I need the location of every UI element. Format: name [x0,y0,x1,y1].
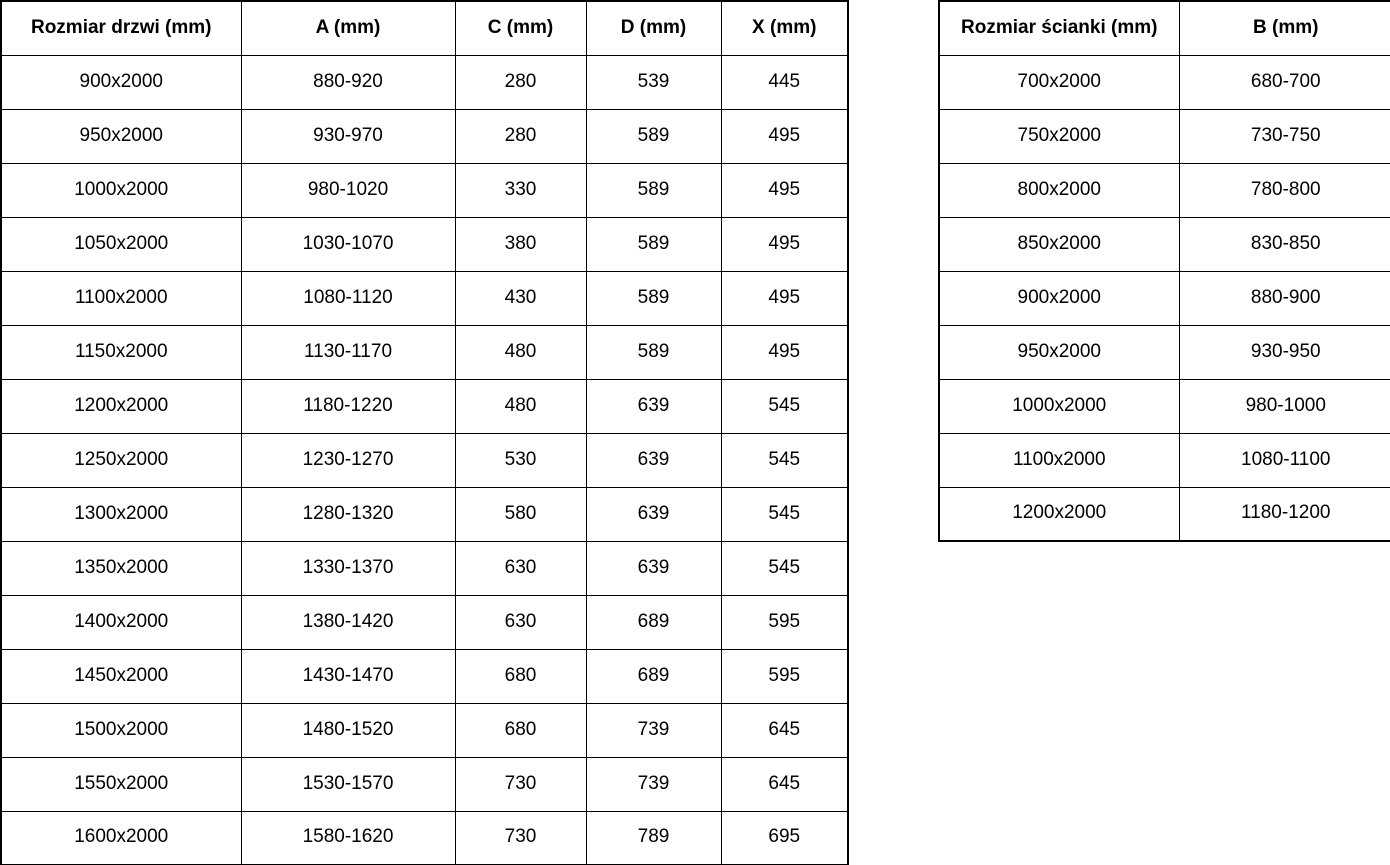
table-row [1,217,848,271]
table-cell: 380 [455,217,586,271]
table-cell: 1130-1170 [241,325,455,379]
table-cell: 589 [586,271,721,325]
table-cell: 589 [586,217,721,271]
table-row [1,109,848,163]
table-cell: 595 [721,595,848,649]
table-cell: 495 [721,109,848,163]
table-row [1,379,848,433]
table-cell: 280 [455,55,586,109]
table-cell: 739 [586,703,721,757]
table-row [1,271,848,325]
table-cell: 639 [586,379,721,433]
table-row [939,217,1390,271]
table-cell: 700x2000 [939,55,1179,109]
table-cell: 1080-1120 [241,271,455,325]
header-row [1,1,848,55]
table-cell: 1180-1200 [1179,487,1390,541]
table-cell: 1580-1620 [241,811,455,865]
table-cell: 1280-1320 [241,487,455,541]
table-cell: 1350x2000 [1,541,241,595]
table-cell: 539 [586,55,721,109]
table-row [939,433,1390,487]
table-cell: 639 [586,487,721,541]
table-row [939,487,1390,541]
table-cell: 1600x2000 [1,811,241,865]
table-cell: 930-950 [1179,325,1390,379]
table-cell: 639 [586,433,721,487]
table-cell: 695 [721,811,848,865]
table-cell: 780-800 [1179,163,1390,217]
column-header: Rozmiar ścianki (mm) [939,1,1179,55]
table-cell: 280 [455,109,586,163]
table-row [939,163,1390,217]
table-cell: 1230-1270 [241,433,455,487]
table-cell: 1080-1100 [1179,433,1390,487]
table-cell: 789 [586,811,721,865]
table-row [1,163,848,217]
table-cell: 850x2000 [939,217,1179,271]
table-row [1,649,848,703]
table-cell: 1330-1370 [241,541,455,595]
table-cell: 830-850 [1179,217,1390,271]
table-cell: 495 [721,325,848,379]
table-cell: 1250x2000 [1,433,241,487]
table-cell: 689 [586,649,721,703]
table-cell: 445 [721,55,848,109]
table-cell: 900x2000 [1,55,241,109]
table-cell: 1150x2000 [1,325,241,379]
table-cell: 900x2000 [939,271,1179,325]
table-cell: 495 [721,217,848,271]
table-cell: 589 [586,163,721,217]
table-cell: 645 [721,757,848,811]
table-cell: 1000x2000 [1,163,241,217]
table-cell: 680-700 [1179,55,1390,109]
table-cell: 1450x2000 [1,649,241,703]
table-row [939,271,1390,325]
table-cell: 630 [455,595,586,649]
table-cell: 630 [455,541,586,595]
table-cell: 1000x2000 [939,379,1179,433]
table-cell: 530 [455,433,586,487]
table-cell: 1030-1070 [241,217,455,271]
table-cell: 739 [586,757,721,811]
table-cell: 1300x2000 [1,487,241,541]
table-row [1,487,848,541]
table-row [1,433,848,487]
table-cell: 480 [455,379,586,433]
table-cell: 1380-1420 [241,595,455,649]
column-header: A (mm) [241,1,455,55]
table-row [1,541,848,595]
table-cell: 800x2000 [939,163,1179,217]
table-cell: 480 [455,325,586,379]
table-cell: 1200x2000 [939,487,1179,541]
table-cell: 1530-1570 [241,757,455,811]
table-cell: 645 [721,703,848,757]
table-cell: 950x2000 [939,325,1179,379]
table-cell: 680 [455,649,586,703]
table-cell: 689 [586,595,721,649]
table-row [939,55,1390,109]
table-row [1,325,848,379]
table-cell: 980-1000 [1179,379,1390,433]
table-cell: 880-900 [1179,271,1390,325]
table-cell: 950x2000 [1,109,241,163]
table-cell: 430 [455,271,586,325]
wall-panel-sizes-table [938,0,1390,542]
table-row [1,757,848,811]
table-cell: 545 [721,541,848,595]
table-cell: 589 [586,109,721,163]
table-cell: 589 [586,325,721,379]
table-cell: 580 [455,487,586,541]
table-cell: 595 [721,649,848,703]
table-cell: 980-1020 [241,163,455,217]
table-cell: 1400x2000 [1,595,241,649]
header-row [939,1,1390,55]
table-cell: 1430-1470 [241,649,455,703]
table-row [939,109,1390,163]
column-header: X (mm) [721,1,848,55]
table-cell: 930-970 [241,109,455,163]
table-cell: 330 [455,163,586,217]
table-cell: 1480-1520 [241,703,455,757]
column-header: B (mm) [1179,1,1390,55]
table-cell: 1050x2000 [1,217,241,271]
table-cell: 730-750 [1179,109,1390,163]
table-cell: 1200x2000 [1,379,241,433]
table-row [1,811,848,865]
table-row [1,55,848,109]
table-row [1,595,848,649]
table-row [1,703,848,757]
table-cell: 680 [455,703,586,757]
column-header: D (mm) [586,1,721,55]
table-cell: 750x2000 [939,109,1179,163]
table-cell: 880-920 [241,55,455,109]
column-header: C (mm) [455,1,586,55]
table-cell: 495 [721,163,848,217]
table-cell: 1550x2000 [1,757,241,811]
table-row [939,379,1390,433]
table-cell: 1180-1220 [241,379,455,433]
table-cell: 1100x2000 [939,433,1179,487]
column-header: Rozmiar drzwi (mm) [1,1,241,55]
table-cell: 545 [721,379,848,433]
table-cell: 545 [721,433,848,487]
table-row [939,325,1390,379]
table-cell: 1500x2000 [1,703,241,757]
table-cell: 545 [721,487,848,541]
table-cell: 730 [455,811,586,865]
table-cell: 730 [455,757,586,811]
table-cell: 495 [721,271,848,325]
table-cell: 1100x2000 [1,271,241,325]
table-cell: 639 [586,541,721,595]
